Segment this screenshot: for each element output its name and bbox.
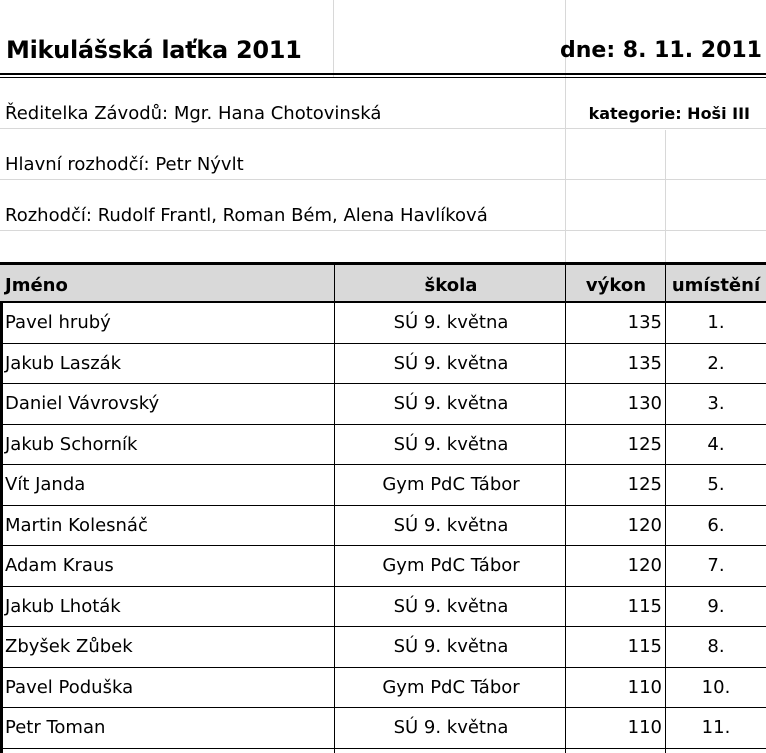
- performance-value: 110: [627, 676, 662, 698]
- athlete-name: Daniel Vávrovský: [5, 393, 160, 414]
- performance-value: 110: [627, 717, 662, 738]
- col-header-name: Jméno: [5, 275, 68, 296]
- col-header-place: umístění: [671, 275, 761, 296]
- performance-value: 135: [627, 352, 662, 374]
- performance-value: 125: [627, 433, 662, 455]
- table-row: [0, 708, 766, 749]
- table-row: [0, 344, 766, 385]
- school-name: SÚ 9. května: [393, 514, 509, 536]
- placement-value: 7.: [707, 555, 725, 576]
- table-row: [0, 587, 766, 628]
- athlete-name: Petr Toman: [5, 717, 106, 738]
- placement-value: 4.: [707, 433, 725, 455]
- performance-value: 120: [627, 514, 662, 536]
- school-name: SÚ 9. května: [393, 717, 509, 738]
- table-row: [0, 425, 766, 466]
- table-row: [0, 384, 766, 425]
- performance-value: 125: [627, 474, 662, 495]
- table-row: [0, 668, 766, 709]
- row-divider: [0, 748, 766, 749]
- category-label: kategorie: Hoši III: [588, 104, 750, 123]
- table-row: [0, 506, 766, 547]
- athlete-name: Pavel hrubý: [5, 312, 111, 333]
- placement-value: 10.: [701, 676, 731, 698]
- school-name: SÚ 9. května: [393, 393, 509, 414]
- performance-value: 115: [627, 595, 662, 617]
- placement-value: 8.: [707, 636, 725, 657]
- table-row: [0, 465, 766, 506]
- director-line: Ředitelka Závodů: Mgr. Hana Chotovinská: [5, 103, 382, 124]
- school-name: Gym PdC Tábor: [382, 474, 520, 495]
- column-divider: [334, 265, 335, 753]
- table-row: [0, 546, 766, 587]
- placement-value: 11.: [701, 717, 731, 738]
- placement-value: 2.: [707, 352, 725, 374]
- school-name: SÚ 9. května: [393, 636, 509, 657]
- chief-judge-line: Hlavní rozhodčí: Petr Nývlt: [5, 154, 244, 175]
- school-name: SÚ 9. května: [393, 433, 509, 455]
- page-title: Mikulášská laťka 2011: [6, 36, 302, 64]
- athlete-name: Jakub Lhoták: [5, 595, 121, 617]
- athlete-name: Martin Kolesnáč: [5, 514, 148, 536]
- placement-value: 9.: [707, 595, 725, 617]
- table-row: [0, 627, 766, 668]
- grid-line: [0, 128, 766, 129]
- grid-line: [0, 179, 766, 180]
- column-divider: [665, 265, 666, 753]
- column-divider: [565, 265, 566, 753]
- grid-line: [665, 130, 666, 262]
- placement-value: 3.: [707, 393, 725, 414]
- grid-line: [0, 230, 766, 231]
- title-divider: [0, 73, 766, 75]
- title-divider-thin: [0, 77, 766, 78]
- athlete-name: Adam Kraus: [5, 555, 114, 576]
- placement-value: 5.: [707, 474, 725, 495]
- placement-value: 6.: [707, 514, 725, 536]
- school-name: Gym PdC Tábor: [382, 555, 520, 576]
- athlete-name: Pavel Poduška: [5, 676, 134, 698]
- athlete-name: Jakub Schorník: [5, 433, 138, 455]
- performance-value: 130: [627, 393, 662, 414]
- school-name: SÚ 9. května: [393, 595, 509, 617]
- performance-value: 135: [627, 312, 662, 333]
- school-name: SÚ 9. května: [393, 312, 509, 333]
- performance-value: 120: [627, 555, 662, 576]
- col-header-performance: výkon: [585, 275, 647, 296]
- school-name: Gym PdC Tábor: [382, 676, 520, 698]
- table-row: [0, 303, 766, 344]
- school-name: SÚ 9. května: [393, 352, 509, 374]
- event-date: dne: 8. 11. 2011: [560, 38, 762, 63]
- athlete-name: Zbyšek Zůbek: [5, 636, 133, 657]
- athlete-name: Vít Janda: [5, 474, 86, 495]
- performance-value: 115: [627, 636, 662, 657]
- grid-line: [333, 0, 334, 77]
- col-header-school: škola: [424, 275, 478, 296]
- judges-line: Rozhodčí: Rudolf Frantl, Roman Bém, Alena Havlíková: [5, 205, 488, 226]
- athlete-name: Jakub Laszák: [5, 352, 122, 374]
- placement-value: 1.: [707, 312, 725, 333]
